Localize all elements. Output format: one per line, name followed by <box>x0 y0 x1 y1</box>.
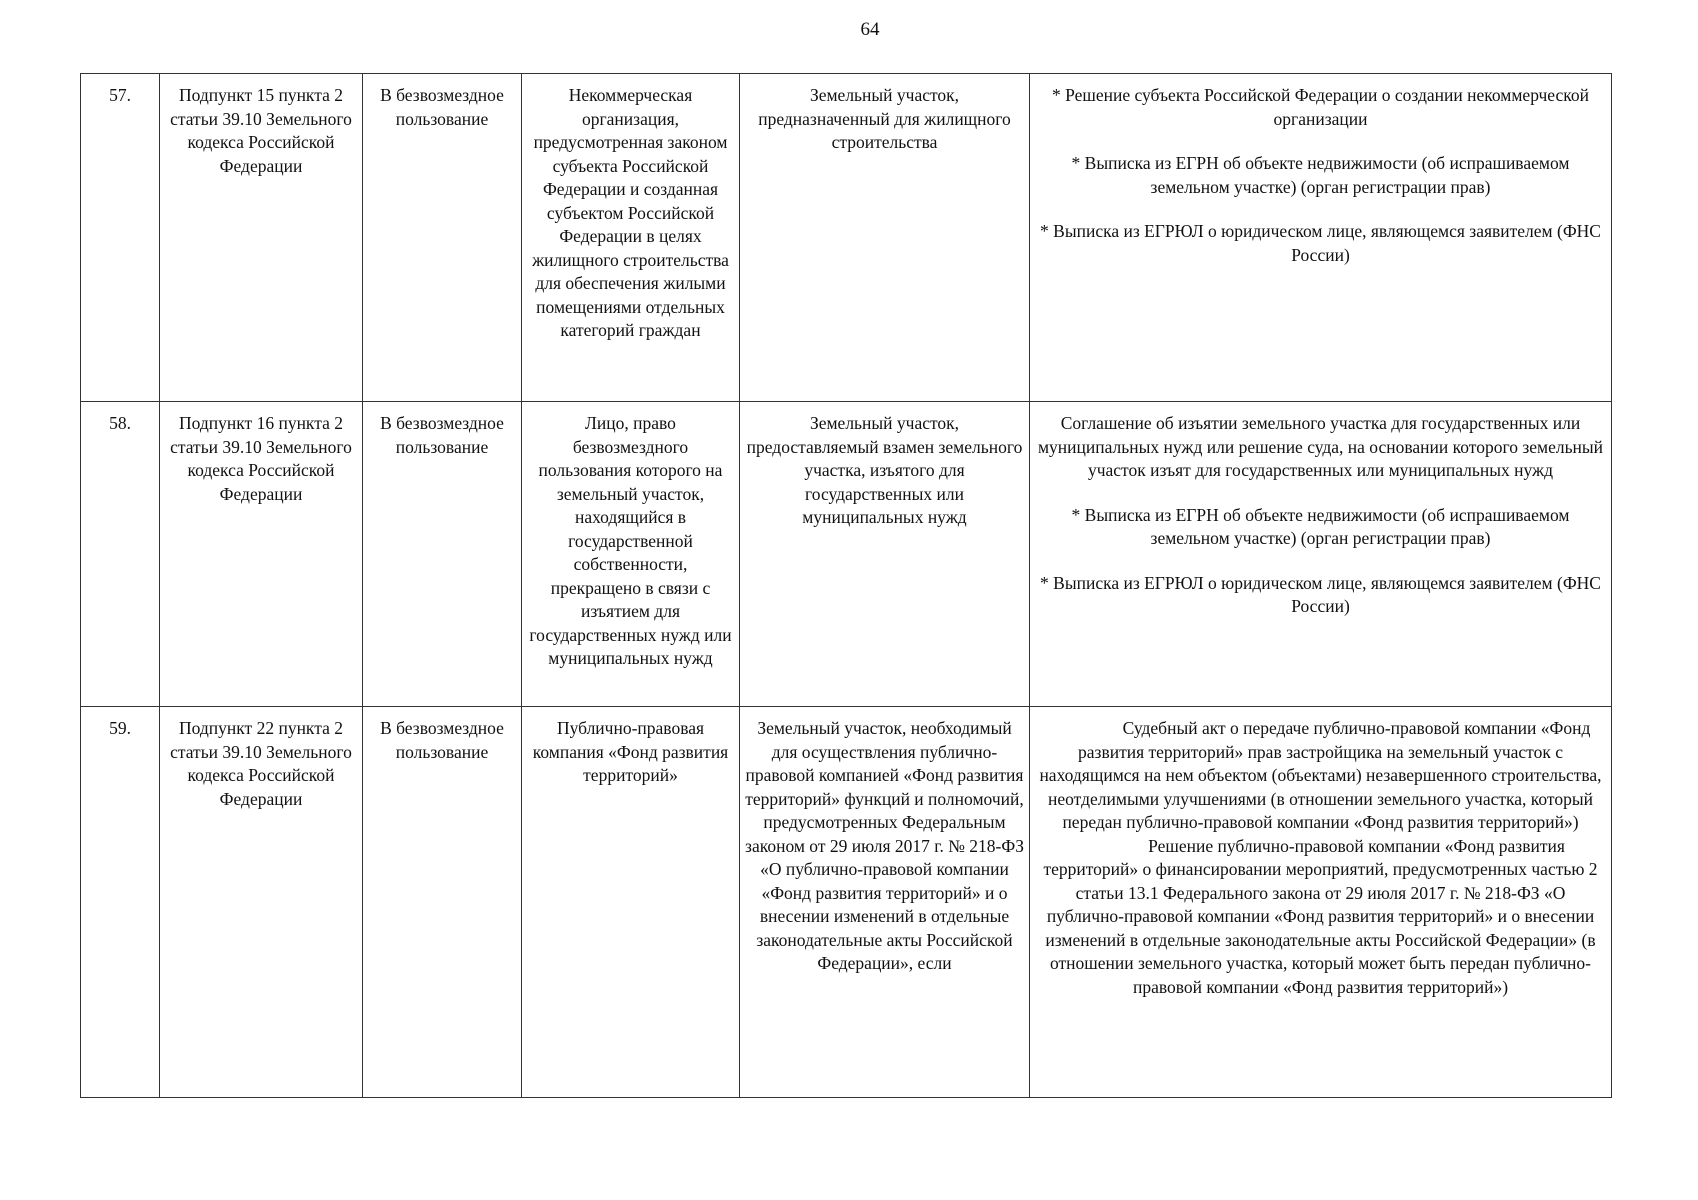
document-item: * Выписка из ЕГРН об объекте недвижимости (об испрашиваемом земельном участке) (орган регистрации прав) <box>1071 504 1570 548</box>
documents-cell <box>1030 707 1612 1098</box>
documents-cell <box>1030 74 1612 402</box>
page-number: 64 <box>860 19 880 40</box>
documents-cell <box>1030 402 1612 707</box>
document-item: Соглашение об изъятии земельного участка для государственных или муниципальных нужд или решение суда, на основании которого земельный участок изъят для государственных или муниципальных нужд <box>1037 413 1604 480</box>
right-type-cell: В безвозмездное пользование <box>363 74 522 402</box>
land-plot-cell: Земельный участок, предоставляемый взамен земельного участка, изъятого для государственных или муниципальных нужд <box>740 402 1030 707</box>
applicant-cell: Некоммерческая организация, предусмотренная законом субъекта Российской Федерации и созданная субъектом Российской Федерации в целях жилищного строительства для обеспечения жилыми помещениями отдельных категорий граждан <box>522 74 740 402</box>
table-row <box>81 74 1612 402</box>
right-type-cell: В безвозмездное пользование <box>363 402 522 707</box>
document-item: * Выписка из ЕГРН об объекте недвижимости (об испрашиваемом земельном участке) (орган регистрации прав) <box>1071 153 1570 197</box>
row-number: 58. <box>81 402 160 707</box>
applicant-cell: Лицо, право безвозмездного пользования которого на земельный участок, находящийся в государственной собственности, прекращено в связи с изъятием для государственных нужд или муниципальных нужд <box>522 402 740 707</box>
document-item: * Выписка из ЕГРЮЛ о юридическом лице, являющемся заявителем (ФНС России) <box>1040 572 1601 616</box>
row-number: 57. <box>81 74 160 402</box>
right-type-cell: В безвозмездное пользование <box>363 707 522 1098</box>
land-provision-table <box>80 73 1612 1098</box>
document-item: * Решение субъекта Российской Федерации о создании некоммерческой организации <box>1051 85 1590 129</box>
legal-basis-cell: Подпункт 16 пункта 2 статьи 39.10 Земельного кодекса Российской Федерации <box>160 402 363 707</box>
land-plot-cell: Земельный участок, необходимый для осуществления публично-правовой компанией «Фонд развития территорий» функций и полномочий, предусмотренных Федеральным законом от 29 июля 2017 г. № 218-ФЗ «О публично-правовой компании «Фонд развития территорий» и о внесении изменений в отдельные законодательные акты Российской Федерации», если <box>740 707 1030 1098</box>
legal-basis-cell: Подпункт 22 пункта 2 статьи 39.10 Земельного кодекса Российской Федерации <box>160 707 363 1098</box>
row-number: 59. <box>81 707 160 1098</box>
document-item: Судебный акт о передаче публично-правовой компании «Фонд развития территорий» прав застройщика на земельный участок с находящимся на нем объектом (объектами) незавершенного строительства, неотделимыми улучшениями (в отношении земельного участка, который передан публично-правовой компании «Фонд развития территорий») <box>1039 718 1602 832</box>
document-item: * Выписка из ЕГРЮЛ о юридическом лице, являющемся заявителем (ФНС России) <box>1040 221 1601 265</box>
applicant-cell: Публично-правовая компания «Фонд развития территорий» <box>522 707 740 1098</box>
document-item: Решение публично-правовой компании «Фонд развития территорий» о финансировании мероприятий, предусмотренных частью 2 статьи 13.1 Федерального закона от 29 июля 2017 г. № 218-ФЗ «О публично-правовой компании «Фонд развития территорий» и о внесении изменений в отдельные законодательные акты Российской Федерации» (в отношении земельного участка, который может быть передан публично-правовой компании «Фонд развития территорий») <box>1043 835 1598 997</box>
land-plot-cell: Земельный участок, предназначенный для жилищного строительства <box>740 74 1030 402</box>
table-row <box>81 402 1612 707</box>
legal-basis-cell: Подпункт 15 пункта 2 статьи 39.10 Земельного кодекса Российской Федерации <box>160 74 363 402</box>
table-row <box>81 707 1612 1098</box>
